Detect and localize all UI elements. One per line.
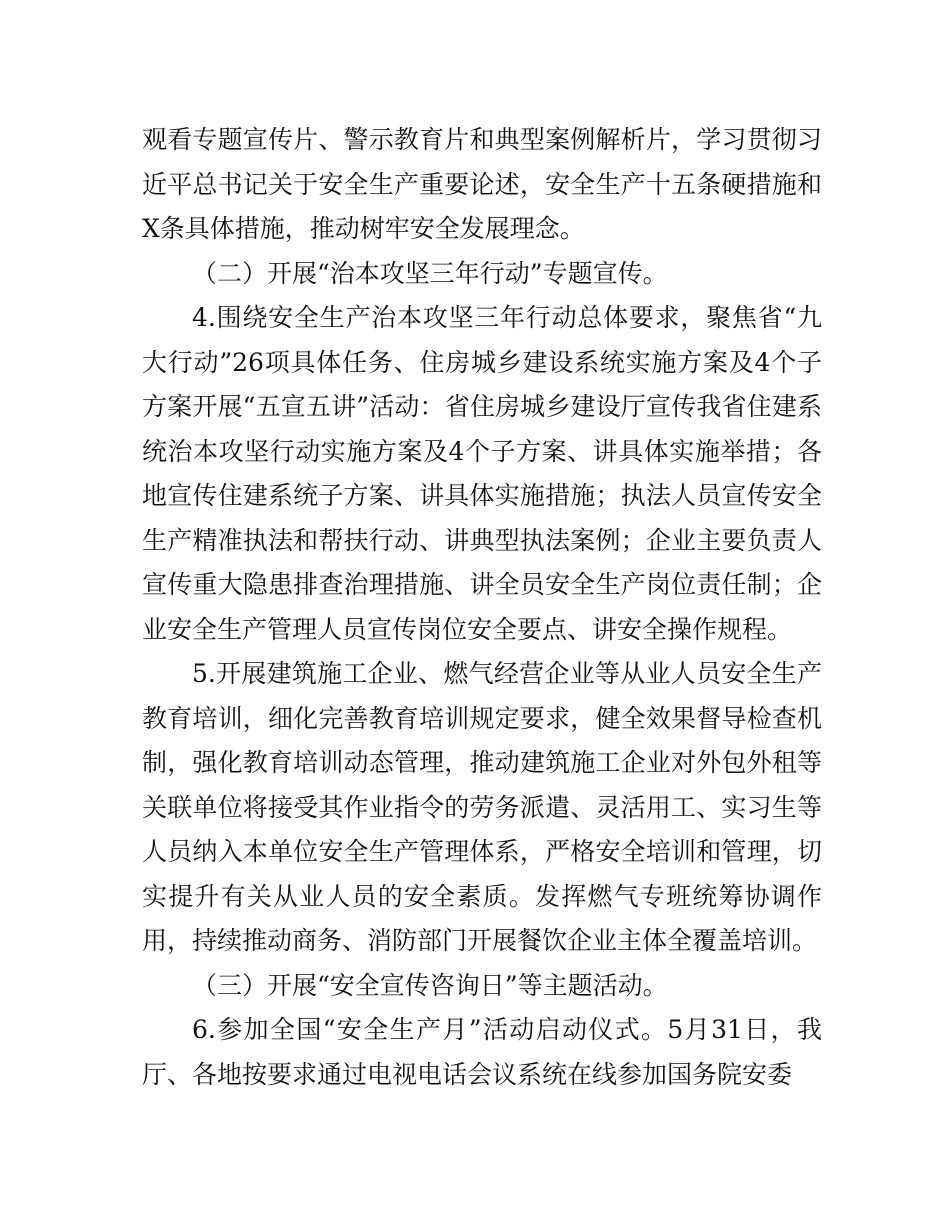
paragraph-item-6: 6.参加全国“安全生产月”活动启动仪式。5月31日，我厅、各地按要求通过电视电话会议系统在线参加国务院安委 xyxy=(142,1015,822,1089)
section-heading-two: （二）开展“治本攻坚三年行动”专题宣传。 xyxy=(192,258,668,288)
section-heading-three: （三）开展“安全宣传咨询日”等主题活动。 xyxy=(192,970,668,1000)
paragraph-item-5: 5.开展建筑施工企业、燃气经营企业等从业人员安全生产教育培训，细化完善教育培训规定要求，健全效果督导检查机制，强化教育培训动态管理，推动建筑施工企业对外包外租等关联单位将接受其作业指令的劳务派遣、灵活用工、实习生等人员纳入本单位安全生产管理体系，严格安全培训和管理，切实提升有关从业人员的安全素质。发挥燃气专班统筹协调作用，持续推动商务、消防部门开展餐饮企业主体全覆盖培训。 xyxy=(142,659,822,955)
paragraph-continued: 观看专题宣传片、警示教育片和典型案例解析片，学习贯彻习近平总书记关于安全生产重要论述，安全生产十五条硬措施和X条具体措施，推动树牢安全发展理念。 xyxy=(142,125,822,243)
document-body xyxy=(142,118,822,1097)
paragraph-item-4: 4.围绕安全生产治本攻坚三年行动总体要求，聚焦省“九大行动”26项具体任务、住房城乡建设系统实施方案及4个子方案开展“五宣五讲”活动：省住房城乡建设厅宣传我省住建系统治本攻坚行动实施方案及4个子方案、讲具体实施举措；各地宣传住建系统子方案、讲具体实施措施；执法人员宣传安全生产精准执法和帮扶行动、讲典型执法案例；企业主要负责人宣传重大隐患排查治理措施、讲全员安全生产岗位责任制；企业安全生产管理人员宣传岗位安全要点、讲安全操作规程。 xyxy=(142,303,822,644)
